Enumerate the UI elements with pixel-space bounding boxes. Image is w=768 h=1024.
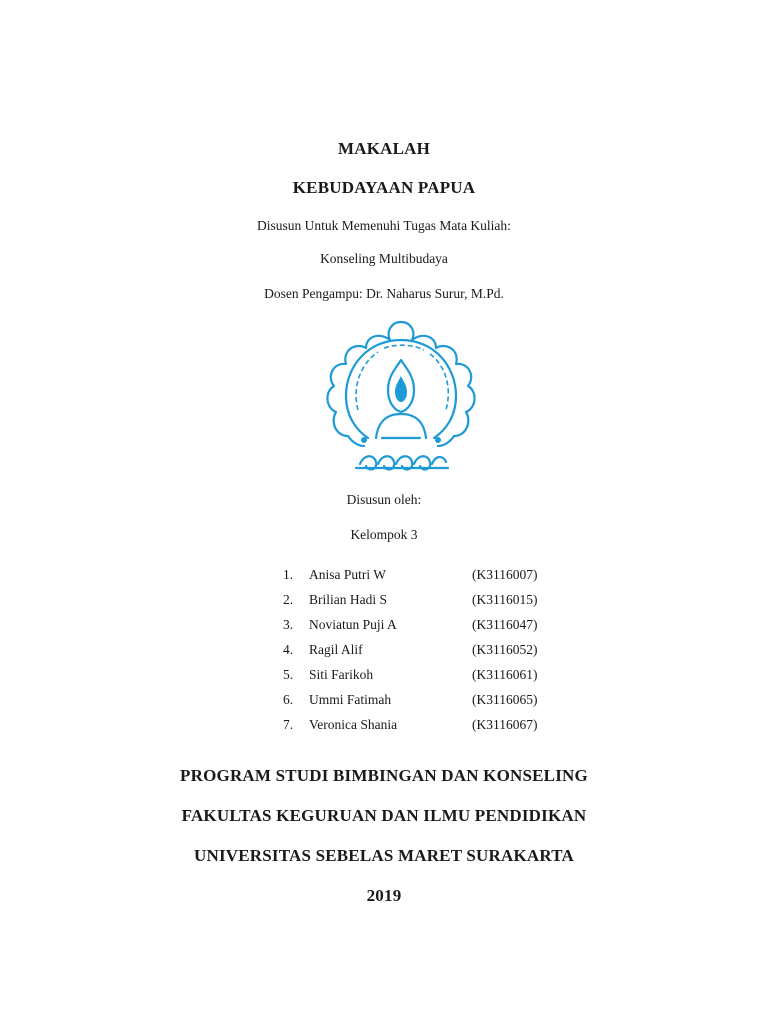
list-item [283,715,583,740]
member-name: Ummi Fatimah [309,692,392,707]
list-item [283,565,583,590]
member-number: 2. [283,592,294,607]
member-name: Noviatun Puji A [309,617,397,632]
list-item [283,615,583,640]
course-name: Konseling Multibudaya [320,251,448,266]
program-name: PROGRAM STUDI BIMBINGAN DAN KONSELING [180,766,588,785]
member-id: (K3116061) [472,667,538,682]
faculty-name: FAKULTAS KEGURUAN DAN ILMU PENDIDIKAN [181,806,587,825]
member-name: Veronica Shania [309,717,398,732]
university-logo-icon [316,318,486,478]
university-name: UNIVERSITAS SEBELAS MARET SURAKARTA [193,846,575,865]
member-number: 3. [283,617,294,632]
member-number: 5. [283,667,294,682]
lecturer-text: Dosen Pengampu: Dr. Naharus Surur, M.Pd. [264,286,504,301]
member-name: Ragil Alif [309,642,363,657]
member-id: (K3116065) [472,692,538,707]
document-year: 2019 [366,886,402,905]
member-id: (K3116047) [472,617,538,632]
group-label: Kelompok 3 [350,527,418,542]
document-title: MAKALAH [337,139,431,158]
member-name: Siti Farikoh [309,667,374,682]
member-id: (K3116052) [472,642,538,657]
member-name: Brilian Hadi S [309,592,387,607]
member-id: (K3116015) [472,592,538,607]
purpose-text: Disusun Untuk Memenuhi Tugas Mata Kuliah: [257,218,511,233]
member-number: 7. [283,717,294,732]
list-item [283,590,583,615]
member-name: Anisa Putri W [309,567,386,582]
prepared-by-label: Disusun oleh: [346,492,422,507]
list-item [283,665,583,690]
member-id: (K3116067) [472,717,538,732]
member-number: 6. [283,692,294,707]
member-number: 1. [283,567,294,582]
member-id: (K3116007) [472,567,538,582]
list-item [283,690,583,715]
logo-fill [361,376,441,443]
member-number: 4. [283,642,294,657]
member-list [283,565,583,740]
document-subtitle: KEBUDAYAAN PAPUA [292,178,476,197]
list-item [283,640,583,665]
